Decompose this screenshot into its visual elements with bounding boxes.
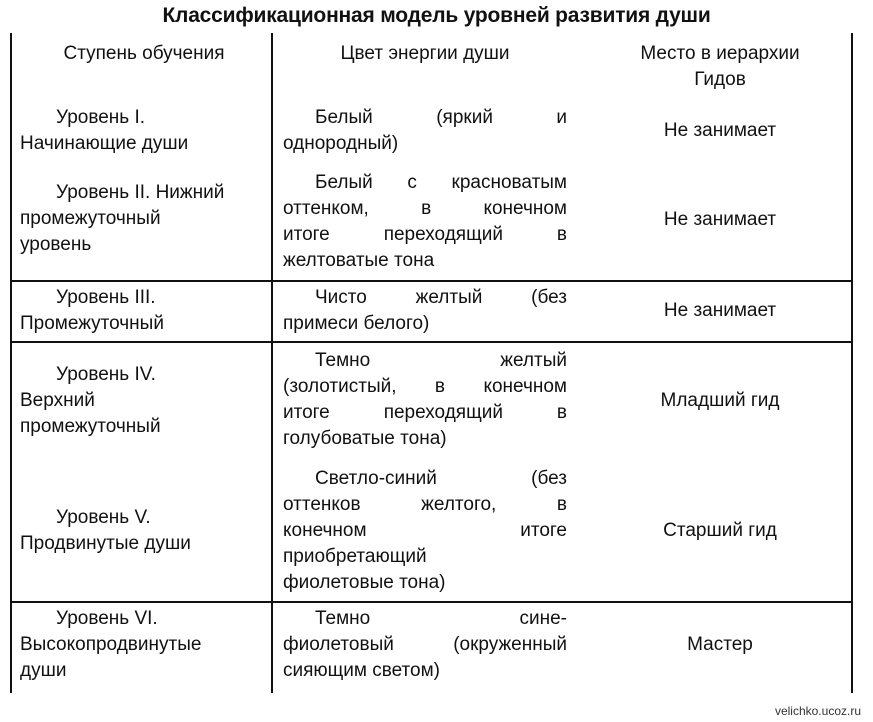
row-6-level-line2: Высокопродвинутые [20, 634, 202, 655]
row-1-level [20, 105, 268, 157]
row-1-level-line1: Уровень I. [56, 107, 146, 128]
row-1-color [283, 105, 567, 157]
row-4-level-line2: Верхний [20, 390, 95, 411]
row-6-color-line1: Темно сине- [315, 608, 567, 629]
row-6-color-line3: сияющим светом) [283, 660, 441, 681]
header-place [600, 41, 840, 93]
row-3-color-line1: Чисто желтый (без [315, 287, 567, 308]
site-watermark: velichko.ucoz.ru [774, 704, 861, 718]
row-1-place: Не занимает [663, 120, 777, 141]
row-divider-1 [10, 280, 853, 282]
row-4-color-line3: итоге переходящий в [283, 402, 567, 423]
row-5-color-line2: оттенков желтого, в [283, 494, 567, 515]
row-5-level [20, 505, 268, 557]
row-5-place: Старший гид [663, 520, 777, 541]
row-5-color-line5: фиолетовые тона) [283, 572, 446, 593]
row-2-color-line4: желтоватые тона [283, 250, 435, 271]
header-level: Ступень обучения [63, 43, 225, 64]
row-5-color-line4: приобретающий [283, 546, 427, 567]
row-4-place: Младший гид [660, 390, 780, 411]
row-4-level [20, 362, 268, 440]
column-divider-1 [271, 33, 273, 693]
header-place-line1: Место в иерархии [640, 43, 800, 64]
row-5-level-line1: Уровень V. [56, 507, 151, 528]
row-4-color [283, 348, 567, 452]
row-divider-2 [10, 341, 853, 343]
row-5-color-line1: Светло-синий (без [315, 468, 567, 489]
row-3-color [283, 285, 567, 337]
row-2-color-line2: оттенком, в конечном [283, 198, 567, 219]
row-5-color [283, 466, 567, 596]
row-2-level-line1: Уровень II. Нижний [56, 182, 225, 203]
row-3-place: Не занимает [663, 300, 777, 321]
row-2-color-line3: итоге переходящий в [283, 224, 567, 245]
row-1-level-line2: Начинающие души [20, 133, 189, 154]
row-1-color-line1: Белый (яркий и [315, 107, 567, 128]
row-6-level-line1: Уровень VI. [56, 608, 158, 629]
row-2-place: Не занимает [663, 209, 777, 230]
row-6-place: Мастер [687, 634, 753, 655]
row-2-color [283, 170, 567, 274]
row-3-level-line1: Уровень III. [56, 287, 156, 308]
row-2-level [20, 180, 268, 258]
row-6-level [20, 606, 268, 684]
row-2-color-line1: Белый с красноватым [315, 172, 567, 193]
row-1-color-line2: однородный) [283, 133, 399, 154]
header-place-line2: Гидов [694, 69, 746, 90]
header-color: Цвет энергии души [340, 43, 510, 64]
row-3-level [20, 285, 268, 337]
row-6-color [283, 606, 567, 684]
table-title: Классификационная модель уровней развития души [162, 4, 711, 27]
row-4-color-line4: голубоватые тона) [283, 428, 447, 449]
row-3-level-line2: Промежуточный [20, 313, 164, 334]
row-2-level-line3: уровень [20, 234, 92, 255]
row-3-color-line2: примеси белого) [283, 313, 430, 334]
row-4-level-line1: Уровень IV. [56, 364, 156, 385]
row-6-level-line3: души [20, 660, 67, 681]
row-divider-3 [10, 601, 853, 603]
row-5-level-line2: Продвинутые души [20, 533, 191, 554]
row-4-level-line3: промежуточный [20, 416, 161, 437]
row-2-level-line2: промежуточный [20, 208, 161, 229]
row-4-color-line1: Темно желтый [315, 350, 567, 371]
row-5-color-line3: конечном итоге [283, 520, 567, 541]
row-4-color-line2: (золотистый, в конечном [283, 376, 567, 397]
row-6-color-line2: фиолетовый (окруженный [283, 634, 567, 655]
